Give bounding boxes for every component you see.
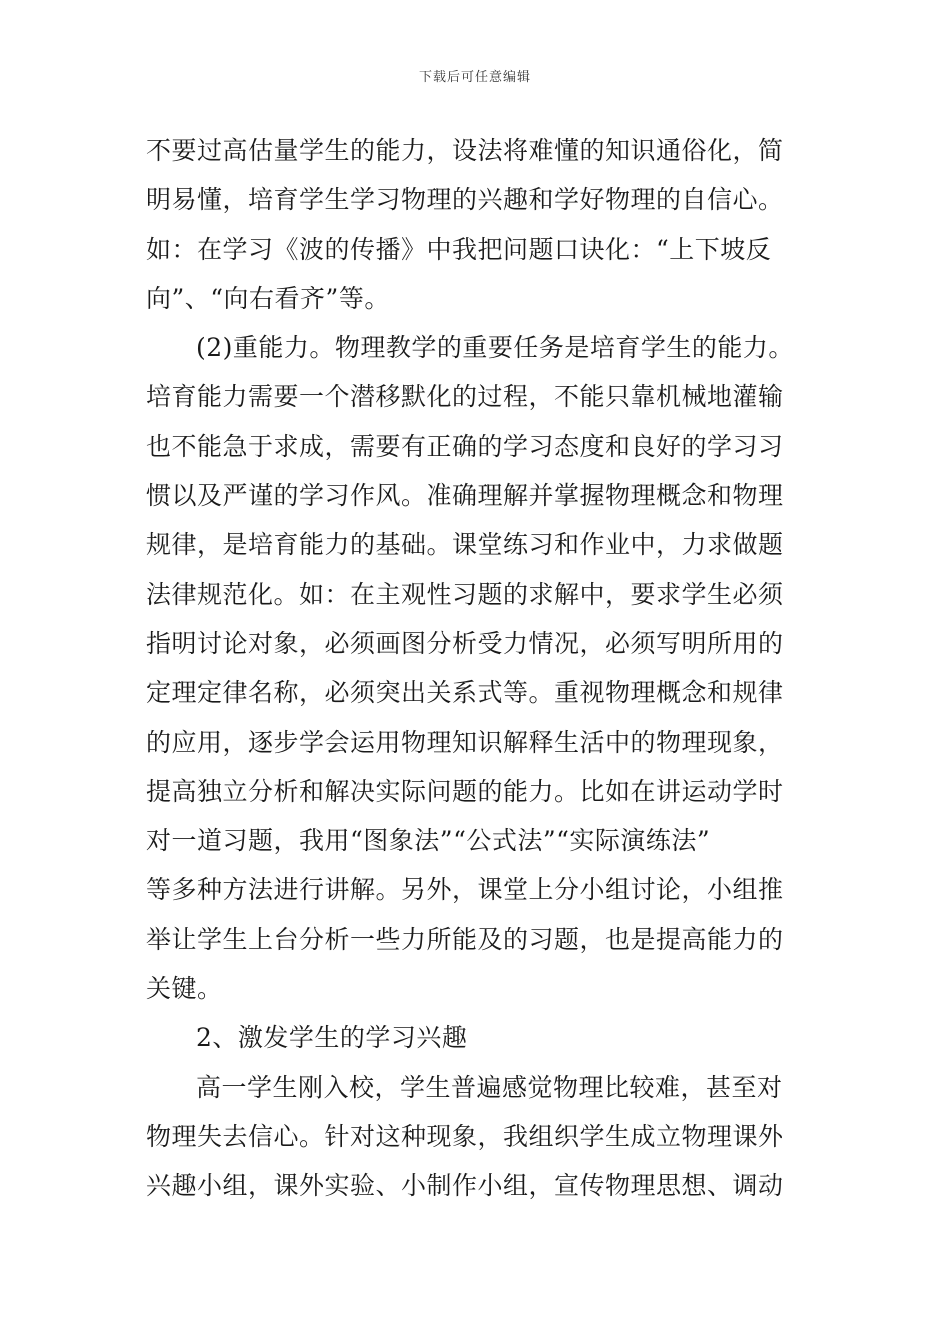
text-line: 举让学生上台分析一些力所能及的习题，也是提高能力的: [146, 924, 784, 954]
text-line: 关键。: [146, 974, 223, 1004]
text-line: 物理失去信心。针对这种现象，我组织学生成立物理课外: [146, 1121, 784, 1151]
text-line: 规律，是培育能力的基础。课堂练习和作业中，力求做题: [146, 530, 784, 560]
text-line: 定理定律名称，必须突出关系式等。重视物理概念和规律: [146, 678, 784, 708]
text-line: 向”、“向右看齐”等。: [146, 283, 390, 313]
text-line: 如：在学习《波的传播》中我把问题口诀化：“上下坡反: [146, 234, 772, 264]
text-line: 等多种方法进行讲解。另外，课堂上分小组讨论，小组推: [146, 875, 784, 905]
text-line: (2)重能力。物理教学的重要任务是培育学生的能力。: [196, 333, 794, 363]
text-line: 的应用，逐步学会运用物理知识解释生活中的物理现象，: [146, 727, 784, 757]
document-body: [146, 126, 808, 1211]
text-line: 兴趣小组，课外实验、小制作小组，宣传物理思想、调动: [146, 1171, 784, 1201]
text-line: 不要过高估量学生的能力，设法将难懂的知识通俗化，简: [146, 136, 784, 165]
text-line: 提高独立分析和解决实际问题的能力。比如在讲运动学时: [146, 776, 784, 806]
text-line: 2、激发学生的学习兴趣: [196, 1023, 468, 1053]
text-line: 对一道习题，我用“图象法”“公式法”“实际演练法”: [146, 826, 711, 856]
page-header: 下载后可任意编辑: [418, 70, 531, 85]
text-line: 高一学生刚入校，学生普遍感觉物理比较难，甚至对: [196, 1072, 783, 1102]
text-line: 明易懂，培育学生学习物理的兴趣和学好物理的自信心。: [146, 185, 784, 215]
text-line: 指明讨论对象，必须画图分析受力情况，必须写明所用的: [146, 628, 784, 658]
text-line: 法律规范化。如：在主观性习题的求解中，要求学生必须: [146, 579, 784, 609]
text-line: 也不能急于求成，需要有正确的学习态度和良好的学习习: [146, 431, 784, 461]
text-line: 培育能力需要一个潜移默化的过程，不能只靠机械地灌输: [146, 382, 784, 412]
text-line: 惯以及严谨的学习作风。准确理解并掌握物理概念和物理: [146, 481, 784, 511]
